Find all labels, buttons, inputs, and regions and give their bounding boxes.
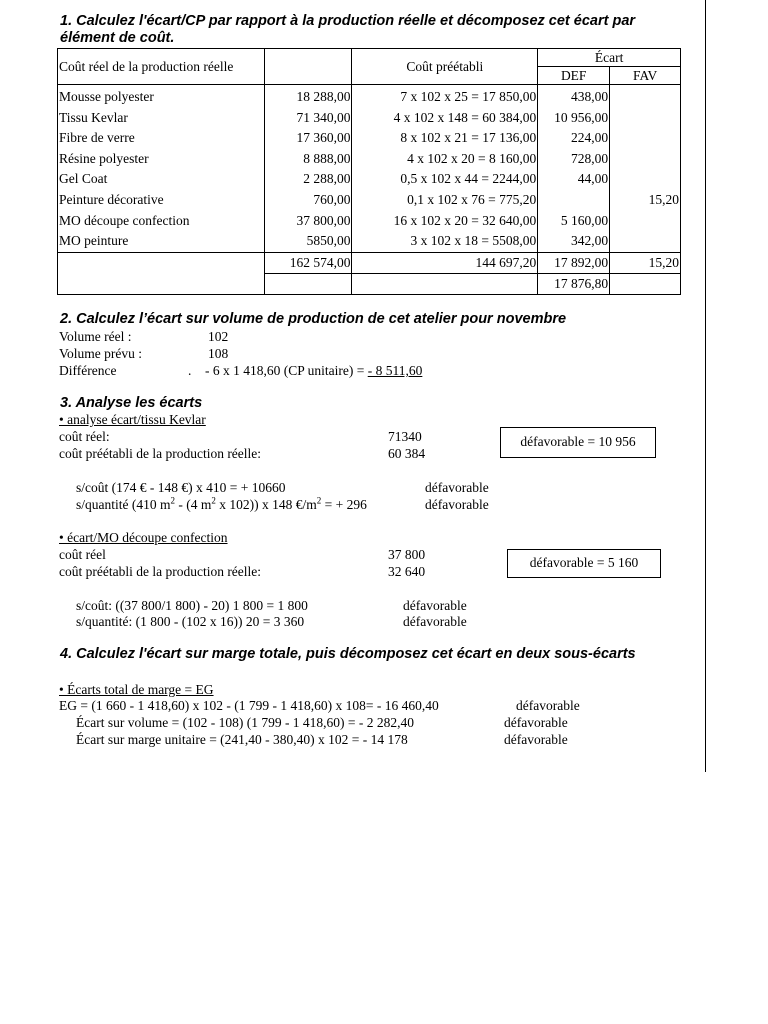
diff-formula: - 6 x 1 418,60 (CP unitaire) = bbox=[205, 363, 365, 378]
net-blank bbox=[352, 273, 538, 294]
mo-scout-status: défavorable bbox=[403, 598, 467, 613]
header-fav: FAV bbox=[610, 67, 681, 85]
pre-cost-value: 16 x 102 x 20 = 32 640,00 bbox=[393, 212, 537, 228]
page-right-border bbox=[705, 0, 706, 772]
table-header-row bbox=[58, 49, 681, 67]
fav-value: 15,20 bbox=[648, 191, 679, 207]
total-real: 162 574,00 bbox=[264, 252, 352, 273]
pre-cost-value: 0,1 x 102 x 76 = 775,20 bbox=[407, 191, 537, 207]
row-label: Gel Coat bbox=[59, 171, 108, 187]
def-value bbox=[539, 190, 608, 211]
section2-title: 2. Calculez l’écart sur volume de production de cet atelier pour novembre bbox=[60, 311, 567, 327]
real-cost-value: 5850,00 bbox=[306, 233, 351, 249]
row-label: Tissu Kevlar bbox=[59, 109, 128, 125]
real-cost-cell bbox=[264, 85, 352, 253]
net-row bbox=[58, 273, 681, 294]
real-cost-value: 760,00 bbox=[313, 191, 351, 207]
header-blank bbox=[264, 49, 352, 85]
kevlar-cout-pre-value: 60 384 bbox=[388, 446, 426, 461]
vol-reel-label: Volume réel : bbox=[59, 329, 132, 344]
def-value: 10 956,00 bbox=[554, 109, 609, 125]
kevlar-squant-status: défavorable bbox=[425, 497, 489, 512]
mo-squant-formula: s/quantité: (1 800 - (102 x 16)) 20 = 3 360 bbox=[76, 614, 305, 629]
mo-cout-pre-value: 32 640 bbox=[388, 564, 426, 579]
eg-formula: EG = (1 660 - 1 418,60) x 102 - (1 799 - 1 418,60) x 108= - 16 460,40 bbox=[59, 698, 439, 713]
marge-formula: Écart sur marge unitaire = (241,40 - 380,40) x 102 = - 14 178 bbox=[76, 732, 408, 747]
diff-label: Différence bbox=[59, 363, 117, 378]
volume-formula: Écart sur volume = (102 - 108) (1 799 - 1 418,60) = - 2 282,40 bbox=[76, 715, 415, 730]
real-cost-value: 2 288,00 bbox=[303, 171, 351, 187]
pre-cost-cell bbox=[352, 85, 538, 253]
total-pre: 144 697,20 bbox=[352, 252, 538, 273]
mo-cout-reel-label: coût réel bbox=[59, 547, 106, 562]
kevlar-scout-status: défavorable bbox=[425, 480, 489, 495]
def-value: 5 160,00 bbox=[560, 212, 609, 228]
header-cost-real: Coût réel de la production réelle bbox=[58, 49, 265, 85]
pre-cost-value: 7 x 102 x 25 = 17 850,00 bbox=[400, 89, 537, 104]
kevlar-cout-reel-label: coût réel: bbox=[59, 429, 110, 444]
diff-line bbox=[205, 362, 422, 379]
mo-cout-reel-value: 37 800 bbox=[388, 547, 426, 562]
def-value: 224,00 bbox=[571, 130, 609, 146]
mo-scout-formula: s/coût: ((37 800/1 800) - 20) 1 800 = 1 800 bbox=[76, 598, 308, 613]
section1-title: 1. Calculez l'écart/CP par rapport à la production réelle et décomposez cet écart par élément de coût. bbox=[60, 13, 636, 46]
table-body-row bbox=[58, 85, 681, 253]
row-label: Peinture décorative bbox=[59, 191, 164, 207]
mo-squant-status: défavorable bbox=[403, 614, 467, 629]
pre-cost-value: 3 x 102 x 18 = 5508,00 bbox=[410, 233, 537, 249]
diff-dot: . bbox=[188, 363, 192, 378]
row-label: MO découpe confection bbox=[59, 212, 190, 228]
net-blank bbox=[58, 273, 265, 294]
marge-status: défavorable bbox=[504, 732, 568, 747]
def-cell bbox=[538, 85, 610, 253]
pre-cost-value: 0,5 x 102 x 44 = 2244,00 bbox=[400, 171, 537, 187]
labels-cell bbox=[58, 85, 265, 253]
eg-status: défavorable bbox=[516, 698, 580, 713]
pre-cost-value: 8 x 102 x 21 = 17 136,00 bbox=[400, 130, 537, 146]
total-blank bbox=[58, 252, 265, 273]
cost-table bbox=[57, 48, 681, 295]
def-value: 728,00 bbox=[571, 150, 609, 166]
kevlar-heading: • analyse écart/tissu Kevlar bbox=[59, 412, 206, 427]
kevlar-scout-formula: s/coût (174 € - 148 €) x 410 = + 10660 bbox=[76, 480, 286, 495]
kevlar-cout-pre-label: coût préétabli de la production réelle: bbox=[59, 446, 262, 461]
net-def: 17 876,80 bbox=[538, 273, 610, 294]
def-value: 44,00 bbox=[577, 171, 609, 187]
row-label: Fibre de verre bbox=[59, 130, 135, 146]
real-cost-value: 37 800,00 bbox=[296, 212, 351, 228]
vol-reel-value: 102 bbox=[208, 329, 229, 344]
vol-prevu-label: Volume prévu : bbox=[59, 346, 142, 361]
mo-result-box: défavorable = 5 160 bbox=[507, 549, 661, 578]
total-def: 17 892,00 bbox=[538, 252, 610, 273]
kevlar-squant-formula: s/quantité (410 $m^2 - (4$ $m^2$ x 102)) x 148 $€/m^2$ = + 296 bbox=[76, 495, 367, 512]
section4-title: 4. Calculez l'écart sur marge totale, puis décomposez cet écart en deux sous-écarts bbox=[60, 646, 636, 662]
real-cost-value: 8 888,00 bbox=[303, 150, 351, 166]
vol-prevu-value: 108 bbox=[208, 346, 229, 361]
total-fav: 15,20 bbox=[610, 252, 681, 273]
pre-cost-value: 4 x 102 x 20 = 8 160,00 bbox=[407, 150, 537, 166]
kevlar-result-box: défavorable = 10 956 bbox=[500, 427, 656, 458]
def-value: 342,00 bbox=[571, 233, 609, 249]
mo-heading: • écart/MO découpe confection bbox=[59, 530, 228, 545]
section3-title: 3. Analyse les écarts bbox=[60, 395, 203, 411]
row-label: MO peinture bbox=[59, 233, 129, 249]
net-blank bbox=[610, 273, 681, 294]
real-cost-value: 17 360,00 bbox=[296, 130, 351, 146]
pre-cost-value: 4 x 102 x 148 = 60 384,00 bbox=[393, 109, 537, 125]
volume-status: défavorable bbox=[504, 715, 568, 730]
net-blank bbox=[264, 273, 352, 294]
total-row bbox=[58, 252, 681, 273]
kevlar-cout-reel-value: 71340 bbox=[388, 429, 422, 444]
real-cost-value: 18 288,00 bbox=[296, 89, 351, 104]
real-cost-value: 71 340,00 bbox=[296, 109, 351, 125]
diff-result: - 8 511,60 bbox=[367, 363, 423, 378]
mo-cout-pre-label: coût préétabli de la production réelle: bbox=[59, 564, 262, 579]
eg-heading: • Écarts total de marge = EG bbox=[59, 682, 214, 697]
fav-cell bbox=[610, 85, 681, 253]
header-ecart: Écart bbox=[538, 49, 681, 67]
row-label: Mousse polyester bbox=[59, 89, 154, 104]
header-def: DEF bbox=[538, 67, 610, 85]
row-label: Résine polyester bbox=[59, 150, 149, 166]
header-cost-pre: Coût préétabli bbox=[352, 49, 538, 85]
def-value: 438,00 bbox=[571, 89, 609, 104]
